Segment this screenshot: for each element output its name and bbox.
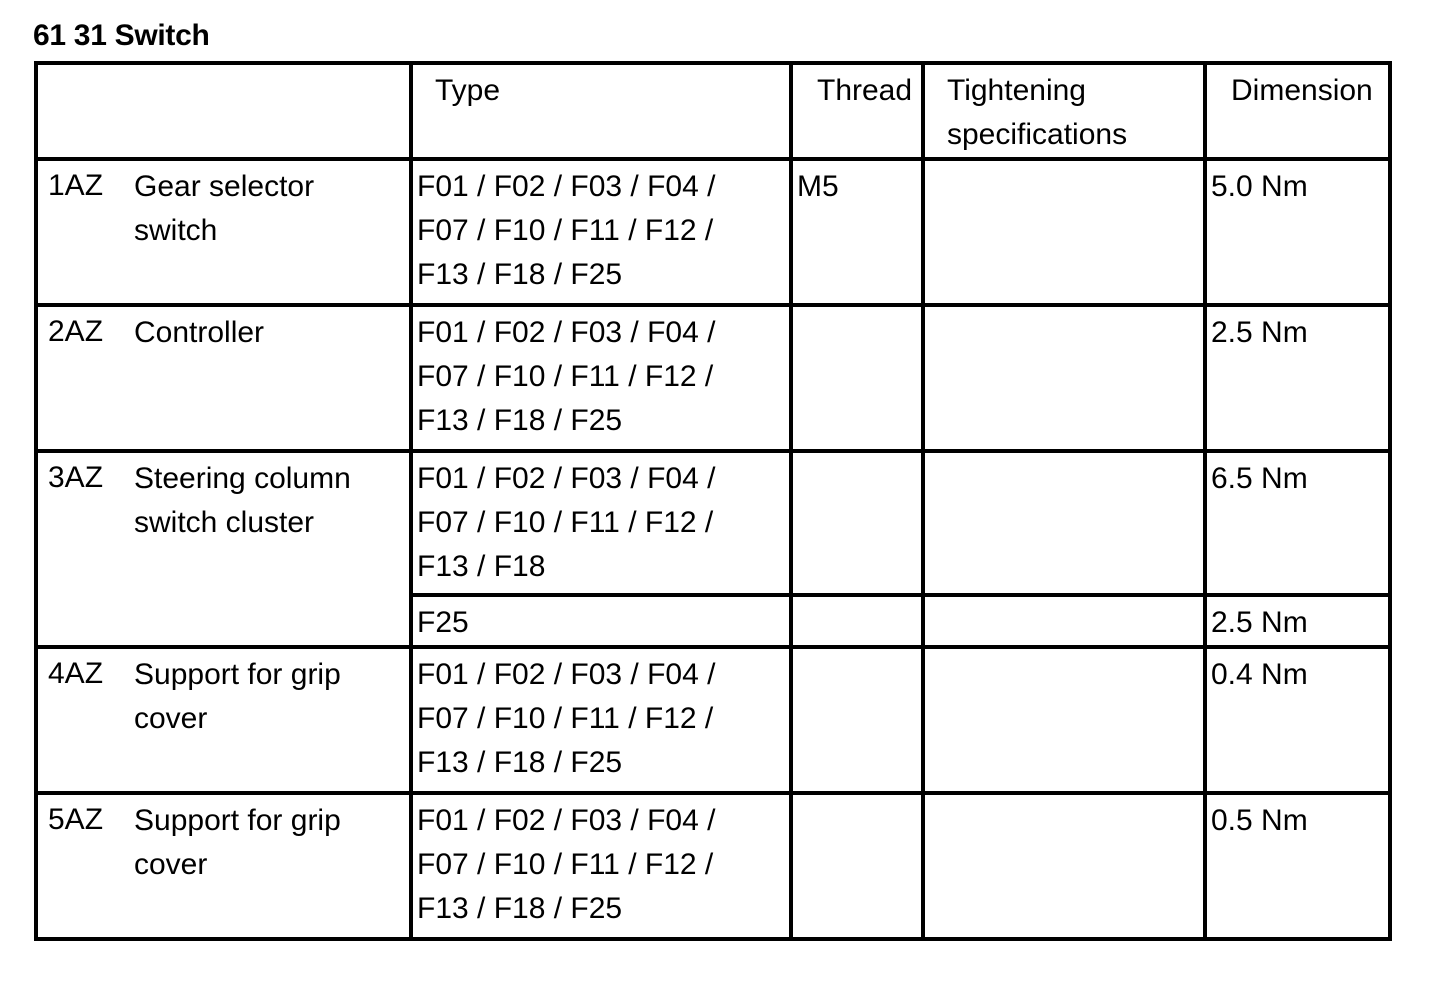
item-description [134,799,409,887]
dimension-cell: 2.5 Nm [1205,595,1390,647]
thread-cell [791,793,923,939]
tightening-cell [923,305,1205,451]
item-cell [36,793,411,939]
type-cell: F25 [411,595,791,647]
dimension-cell: 0.4 Nm [1205,647,1390,793]
item-cell [36,451,411,647]
type-line1: F01 / F02 / F03 / F04 / [417,658,716,691]
tightening-cell [923,793,1205,939]
type-line3: F13 / F18 / F25 [417,892,623,925]
item-description-line1: Gear selector [134,170,315,203]
item-description-line1: Support for grip [134,658,341,691]
thread-cell [791,451,923,595]
type-line2: F07 / F10 / F11 / F12 / [417,702,714,735]
table-row [36,793,1390,939]
type-cell [411,793,791,939]
thread-cell [791,647,923,793]
tightening-cell [923,647,1205,793]
dimension-cell: 6.5 Nm [1205,451,1390,595]
dimension-cell: 5.0 Nm [1205,159,1390,305]
header-tightening-line2: specifications [947,118,1128,151]
item-description [134,457,409,545]
item-code: 3AZ [48,461,104,494]
type-cell [411,159,791,305]
table-header-row [36,63,1390,159]
type-line2: F07 / F10 / F11 / F12 / [417,848,714,881]
table-row [36,159,1390,305]
table-row [36,305,1390,451]
thread-cell [791,595,923,647]
type-line2: F07 / F10 / F11 / F12 / [417,506,714,539]
item-description-line2: cover [134,702,208,735]
tightening-cell [923,595,1205,647]
header-tightening-line1: Tightening [947,74,1086,107]
page-title: 61 31 Switch [33,19,210,52]
type-line3: F13 / F18 / F25 [417,404,623,437]
type-line2: F07 / F10 / F11 / F12 / [417,360,714,393]
table-row [36,647,1390,793]
item-cell [36,647,411,793]
item-description-line2: cover [134,848,208,881]
item-cell [36,159,411,305]
item-code: 1AZ [48,169,104,202]
item-description-line2: switch [134,214,218,247]
thread-cell: M5 [791,159,923,305]
dimension-cell: 0.5 Nm [1205,793,1390,939]
type-line1: F01 / F02 / F03 / F04 / [417,462,716,495]
table-row [36,451,1390,595]
item-code: 5AZ [48,803,104,836]
header-tightening [923,63,1205,159]
header-item [36,63,411,159]
type-line1: F01 / F02 / F03 / F04 / [417,170,716,203]
thread-cell [791,305,923,451]
item-cell [36,305,411,451]
item-code: 2AZ [48,315,104,348]
tightening-cell [923,159,1205,305]
item-description-line1: Support for grip [134,804,341,837]
type-line1: F01 / F02 / F03 / F04 / [417,316,716,349]
type-line3: F13 / F18 / F25 [417,746,623,779]
item-description-line2: switch cluster [134,506,315,539]
item-description [134,311,409,355]
type-line2: F07 / F10 / F11 / F12 / [417,214,714,247]
type-line3: F13 / F18 [417,550,546,583]
type-line1: F01 / F02 / F03 / F04 / [417,804,716,837]
item-description [134,165,409,253]
header-thread: Thread [791,63,923,159]
type-cell [411,647,791,793]
type-cell [411,305,791,451]
item-description [134,653,409,741]
item-description-line1: Controller [134,316,265,349]
tightening-cell [923,451,1205,595]
type-line3: F13 / F18 / F25 [417,258,623,291]
dimension-cell: 2.5 Nm [1205,305,1390,451]
type-cell [411,451,791,595]
spec-table [34,61,1392,941]
header-type: Type [411,63,791,159]
item-code: 4AZ [48,657,104,690]
header-dimension: Dimension [1205,63,1390,159]
item-description-line1: Steering column [134,462,351,495]
